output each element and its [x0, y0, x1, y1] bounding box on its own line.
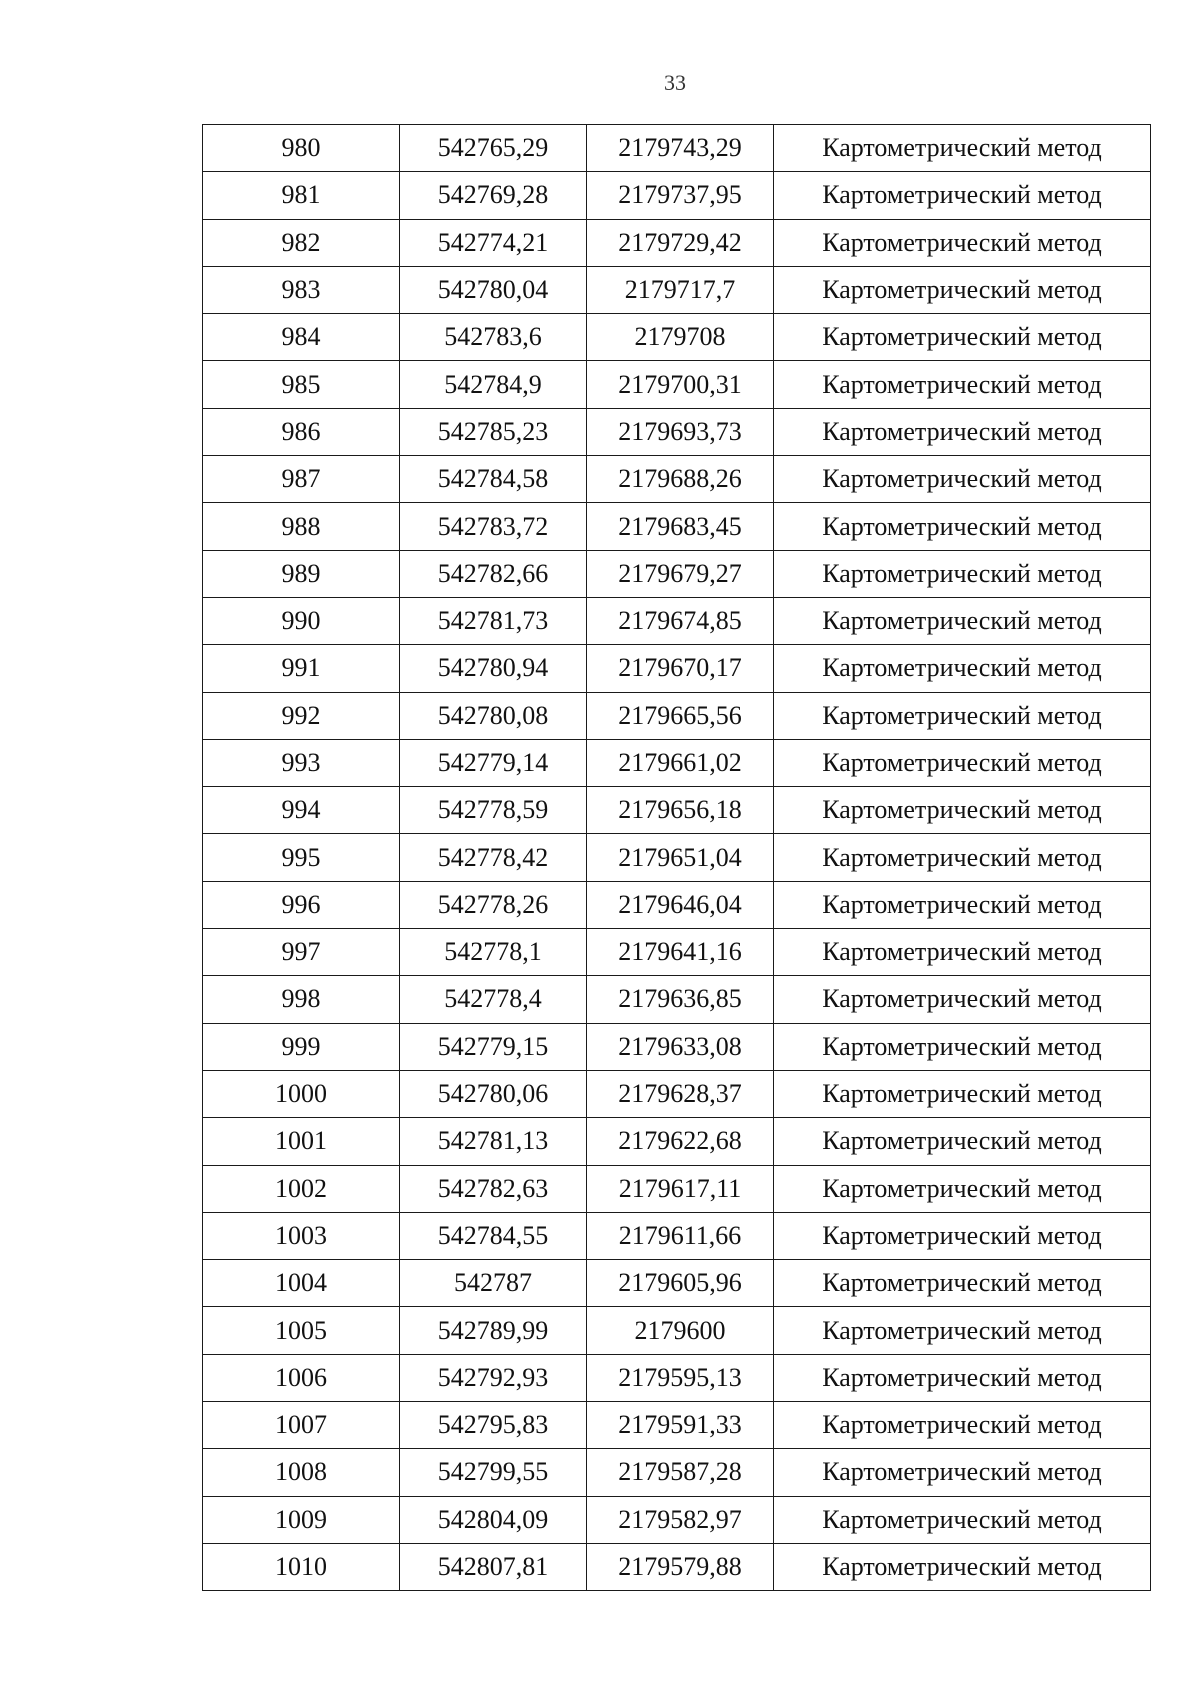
point-number-cell: 1007	[203, 1402, 400, 1449]
method-cell: Картометрический метод	[774, 834, 1151, 881]
table-row	[203, 881, 1151, 928]
x-coordinate-cell: 542784,58	[400, 456, 587, 503]
method-cell: Картометрический метод	[774, 1118, 1151, 1165]
y-coordinate-cell: 2179679,27	[587, 550, 774, 597]
y-coordinate-cell: 2179628,37	[587, 1070, 774, 1117]
method-cell: Картометрический метод	[774, 266, 1151, 313]
x-coordinate-cell: 542780,94	[400, 645, 587, 692]
point-number-cell: 997	[203, 929, 400, 976]
table-row	[203, 408, 1151, 455]
x-coordinate-cell: 542778,26	[400, 881, 587, 928]
point-number-cell: 988	[203, 503, 400, 550]
y-coordinate-cell: 2179633,08	[587, 1023, 774, 1070]
point-number-cell: 986	[203, 408, 400, 455]
table-row	[203, 976, 1151, 1023]
x-coordinate-cell: 542784,9	[400, 361, 587, 408]
y-coordinate-cell: 2179737,95	[587, 172, 774, 219]
point-number-cell: 981	[203, 172, 400, 219]
point-number-cell: 1010	[203, 1543, 400, 1590]
table-row	[203, 834, 1151, 881]
y-coordinate-cell: 2179587,28	[587, 1449, 774, 1496]
table-row	[203, 314, 1151, 361]
point-number-cell: 1006	[203, 1354, 400, 1401]
table-row	[203, 456, 1151, 503]
point-number-cell: 1001	[203, 1118, 400, 1165]
method-cell: Картометрический метод	[774, 1543, 1151, 1590]
y-coordinate-cell: 2179693,73	[587, 408, 774, 455]
table-row	[203, 1260, 1151, 1307]
y-coordinate-cell: 2179611,66	[587, 1212, 774, 1259]
x-coordinate-cell: 542780,06	[400, 1070, 587, 1117]
y-coordinate-cell: 2179591,33	[587, 1402, 774, 1449]
point-number-cell: 1002	[203, 1165, 400, 1212]
y-coordinate-cell: 2179674,85	[587, 597, 774, 644]
y-coordinate-cell: 2179646,04	[587, 881, 774, 928]
method-cell: Картометрический метод	[774, 1023, 1151, 1070]
coordinates-table	[202, 124, 1151, 1591]
table-row	[203, 739, 1151, 786]
method-cell: Картометрический метод	[774, 1307, 1151, 1354]
method-cell: Картометрический метод	[774, 787, 1151, 834]
table-row	[203, 219, 1151, 266]
point-number-cell: 982	[203, 219, 400, 266]
x-coordinate-cell: 542781,73	[400, 597, 587, 644]
method-cell: Картометрический метод	[774, 456, 1151, 503]
method-cell: Картометрический метод	[774, 597, 1151, 644]
x-coordinate-cell: 542765,29	[400, 125, 587, 172]
table-row	[203, 266, 1151, 313]
x-coordinate-cell: 542795,83	[400, 1402, 587, 1449]
method-cell: Картометрический метод	[774, 1402, 1151, 1449]
y-coordinate-cell: 2179636,85	[587, 976, 774, 1023]
point-number-cell: 998	[203, 976, 400, 1023]
x-coordinate-cell: 542792,93	[400, 1354, 587, 1401]
x-coordinate-cell: 542778,4	[400, 976, 587, 1023]
x-coordinate-cell: 542807,81	[400, 1543, 587, 1590]
x-coordinate-cell: 542783,6	[400, 314, 587, 361]
point-number-cell: 989	[203, 550, 400, 597]
table-row	[203, 692, 1151, 739]
method-cell: Картометрический метод	[774, 550, 1151, 597]
method-cell: Картометрический метод	[774, 692, 1151, 739]
point-number-cell: 993	[203, 739, 400, 786]
point-number-cell: 1000	[203, 1070, 400, 1117]
method-cell: Картометрический метод	[774, 976, 1151, 1023]
table-row	[203, 1118, 1151, 1165]
point-number-cell: 992	[203, 692, 400, 739]
point-number-cell: 1008	[203, 1449, 400, 1496]
y-coordinate-cell: 2179595,13	[587, 1354, 774, 1401]
y-coordinate-cell: 2179579,88	[587, 1543, 774, 1590]
method-cell: Картометрический метод	[774, 739, 1151, 786]
table-row	[203, 1023, 1151, 1070]
method-cell: Картометрический метод	[774, 1354, 1151, 1401]
x-coordinate-cell: 542779,14	[400, 739, 587, 786]
y-coordinate-cell: 2179688,26	[587, 456, 774, 503]
method-cell: Картометрический метод	[774, 361, 1151, 408]
table-row	[203, 1402, 1151, 1449]
method-cell: Картометрический метод	[774, 881, 1151, 928]
table-row	[203, 550, 1151, 597]
y-coordinate-cell: 2179622,68	[587, 1118, 774, 1165]
table-row	[203, 1212, 1151, 1259]
y-coordinate-cell: 2179582,97	[587, 1496, 774, 1543]
y-coordinate-cell: 2179641,16	[587, 929, 774, 976]
method-cell: Картометрический метод	[774, 1212, 1151, 1259]
y-coordinate-cell: 2179683,45	[587, 503, 774, 550]
method-cell: Картометрический метод	[774, 1496, 1151, 1543]
x-coordinate-cell: 542782,66	[400, 550, 587, 597]
table-row	[203, 1307, 1151, 1354]
y-coordinate-cell: 2179670,17	[587, 645, 774, 692]
method-cell: Картометрический метод	[774, 1165, 1151, 1212]
point-number-cell: 1003	[203, 1212, 400, 1259]
x-coordinate-cell: 542778,59	[400, 787, 587, 834]
coordinates-table-body	[203, 125, 1151, 1591]
y-coordinate-cell: 2179617,11	[587, 1165, 774, 1212]
point-number-cell: 990	[203, 597, 400, 644]
x-coordinate-cell: 542782,63	[400, 1165, 587, 1212]
y-coordinate-cell: 2179700,31	[587, 361, 774, 408]
point-number-cell: 996	[203, 881, 400, 928]
x-coordinate-cell: 542769,28	[400, 172, 587, 219]
table-row	[203, 597, 1151, 644]
x-coordinate-cell: 542784,55	[400, 1212, 587, 1259]
point-number-cell: 1004	[203, 1260, 400, 1307]
method-cell: Картометрический метод	[774, 172, 1151, 219]
x-coordinate-cell: 542804,09	[400, 1496, 587, 1543]
point-number-cell: 999	[203, 1023, 400, 1070]
x-coordinate-cell: 542783,72	[400, 503, 587, 550]
table-row	[203, 929, 1151, 976]
method-cell: Картометрический метод	[774, 645, 1151, 692]
page-number: 33	[664, 70, 686, 95]
y-coordinate-cell: 2179656,18	[587, 787, 774, 834]
method-cell: Картометрический метод	[774, 929, 1151, 976]
method-cell: Картометрический метод	[774, 1260, 1151, 1307]
table-row	[203, 1449, 1151, 1496]
y-coordinate-cell: 2179743,29	[587, 125, 774, 172]
table-row	[203, 361, 1151, 408]
x-coordinate-cell: 542778,1	[400, 929, 587, 976]
y-coordinate-cell: 2179605,96	[587, 1260, 774, 1307]
x-coordinate-cell: 542780,08	[400, 692, 587, 739]
point-number-cell: 987	[203, 456, 400, 503]
y-coordinate-cell: 2179717,7	[587, 266, 774, 313]
y-coordinate-cell: 2179661,02	[587, 739, 774, 786]
point-number-cell: 1005	[203, 1307, 400, 1354]
table-row	[203, 1543, 1151, 1590]
table-row	[203, 172, 1151, 219]
x-coordinate-cell: 542780,04	[400, 266, 587, 313]
point-number-cell: 985	[203, 361, 400, 408]
table-row	[203, 1070, 1151, 1117]
method-cell: Картометрический метод	[774, 314, 1151, 361]
point-number-cell: 995	[203, 834, 400, 881]
y-coordinate-cell: 2179708	[587, 314, 774, 361]
x-coordinate-cell: 542787	[400, 1260, 587, 1307]
method-cell: Картометрический метод	[774, 1070, 1151, 1117]
table-row	[203, 645, 1151, 692]
point-number-cell: 984	[203, 314, 400, 361]
x-coordinate-cell: 542774,21	[400, 219, 587, 266]
table-row	[203, 503, 1151, 550]
method-cell: Картометрический метод	[774, 125, 1151, 172]
x-coordinate-cell: 542799,55	[400, 1449, 587, 1496]
y-coordinate-cell: 2179729,42	[587, 219, 774, 266]
point-number-cell: 983	[203, 266, 400, 313]
y-coordinate-cell: 2179651,04	[587, 834, 774, 881]
table-row	[203, 125, 1151, 172]
point-number-cell: 980	[203, 125, 400, 172]
table-row	[203, 787, 1151, 834]
method-cell: Картометрический метод	[774, 1449, 1151, 1496]
x-coordinate-cell: 542781,13	[400, 1118, 587, 1165]
table-row	[203, 1354, 1151, 1401]
method-cell: Картометрический метод	[774, 219, 1151, 266]
table-row	[203, 1496, 1151, 1543]
point-number-cell: 1009	[203, 1496, 400, 1543]
point-number-cell: 994	[203, 787, 400, 834]
x-coordinate-cell: 542785,23	[400, 408, 587, 455]
method-cell: Картометрический метод	[774, 503, 1151, 550]
point-number-cell: 991	[203, 645, 400, 692]
y-coordinate-cell: 2179665,56	[587, 692, 774, 739]
x-coordinate-cell: 542778,42	[400, 834, 587, 881]
y-coordinate-cell: 2179600	[587, 1307, 774, 1354]
table-row	[203, 1165, 1151, 1212]
x-coordinate-cell: 542779,15	[400, 1023, 587, 1070]
method-cell: Картометрический метод	[774, 408, 1151, 455]
x-coordinate-cell: 542789,99	[400, 1307, 587, 1354]
